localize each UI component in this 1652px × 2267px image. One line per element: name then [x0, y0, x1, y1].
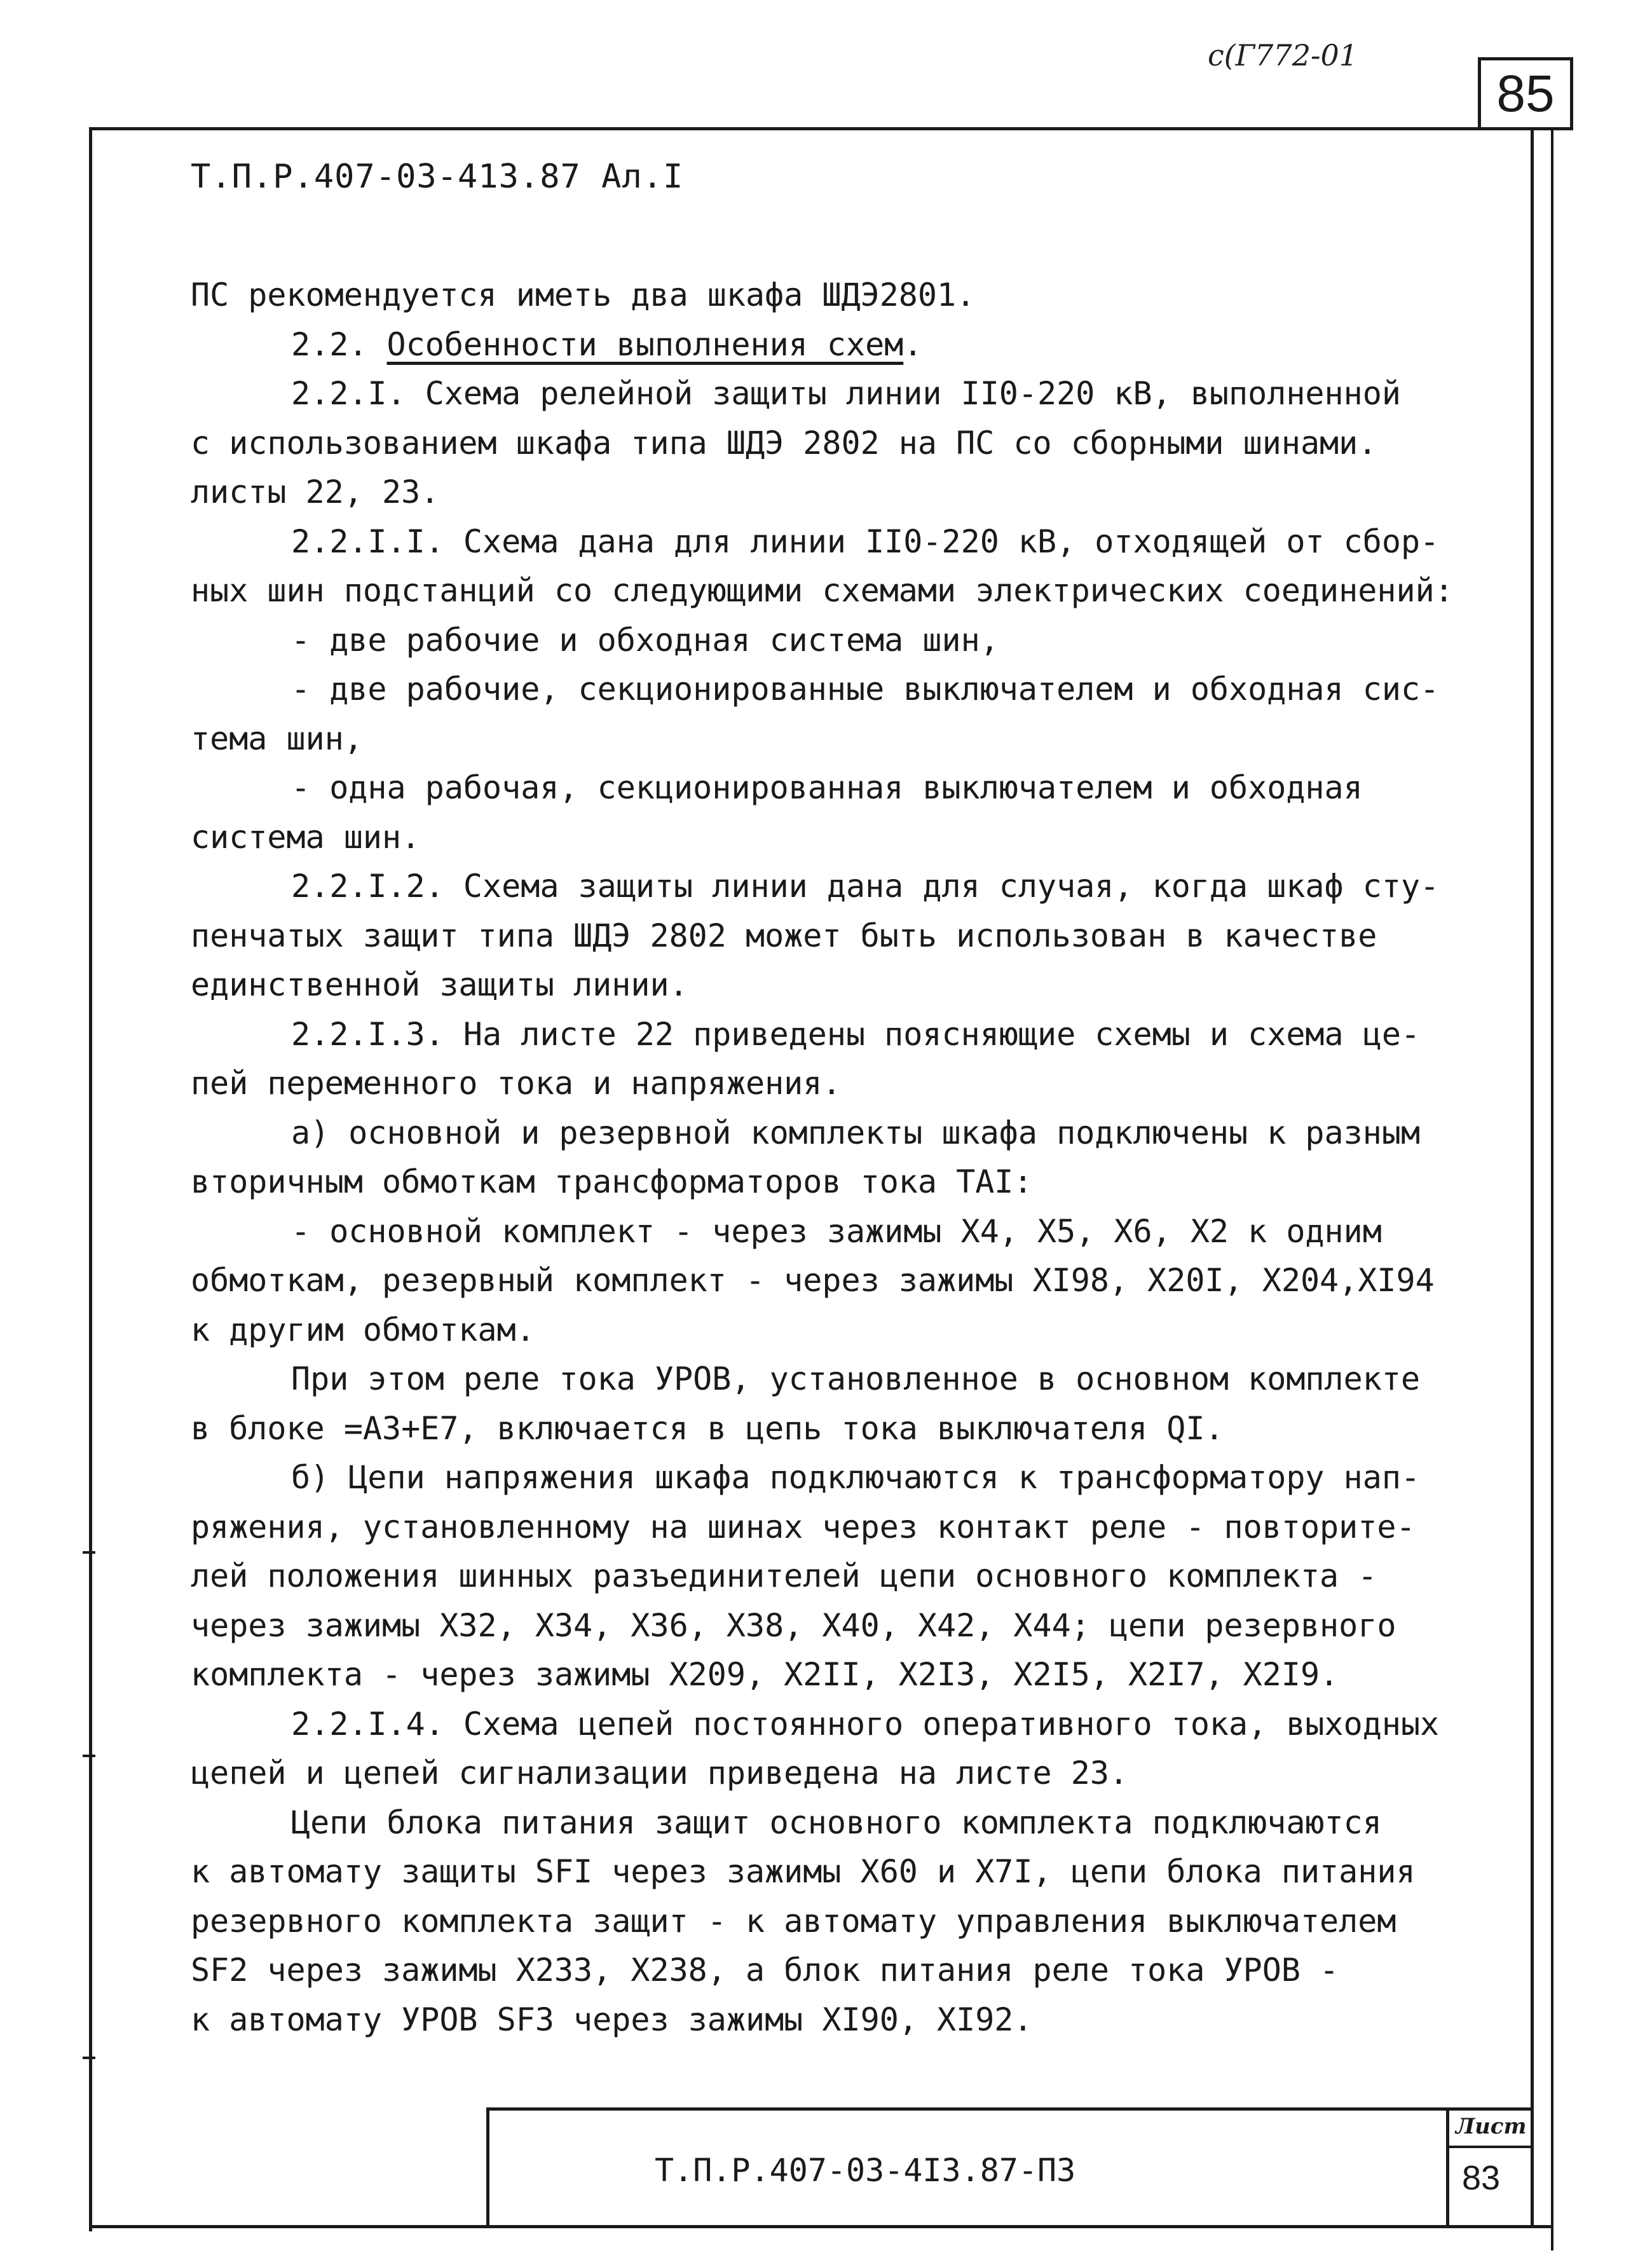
paragraph-line: через зажимы Х32, Х34, Х36, Х38, Х40, Х42, Х44; цепи резервного: [191, 1606, 1396, 1644]
margin-tick: [83, 1551, 95, 1554]
paragraph-line: единственной защиты линии.: [191, 966, 688, 1003]
document-code-header: Т.П.Р.407-03-413.87 Ал.I: [191, 158, 684, 196]
paragraph-line: с использованием шкафа типа ШДЭ 2802 на ПС со сборными шинами.: [191, 424, 1377, 462]
paragraph-line: а) основной и резервной комплекты шкафа подключены к разным: [291, 1114, 1421, 1151]
paragraph-line: пенчатых защит типа ШДЭ 2802 может быть использован в качестве: [191, 917, 1377, 954]
paragraph-line: листы 22, 23.: [191, 474, 440, 510]
paragraph-line: - две рабочие и обходная система шин,: [291, 621, 999, 659]
paragraph-line: ПС рекомендуется иметь два шкафа ШДЭ2801.: [191, 277, 976, 313]
page-number-box: [1478, 57, 1573, 130]
frame-right-line: [1531, 127, 1534, 2225]
paragraph-line: 2.2.I.2. Схема защиты линии дана для случая, когда шкаф сту-: [291, 868, 1440, 905]
paragraph-line: - основной комплект - через зажимы Х4, Х5, Х6, Х2 к одним: [291, 1212, 1382, 1250]
paragraph-line: система шин.: [191, 818, 421, 856]
paragraph-line: 2.2.I. Схема релейной защиты линии II0-220 кВ, выполненной: [291, 375, 1401, 412]
frame-top-line: [89, 127, 1570, 130]
paragraph-line: 2.2.I.3. На листе 22 приведены поясняющие схемы и схема це-: [291, 1015, 1421, 1053]
paragraph-line: SF2 через зажимы Х233, Х238, а блок питания реле тока УРОВ -: [191, 1952, 1339, 1989]
title-block-document-code: Т.П.Р.407-03-4I3.87-ПЗ: [655, 2152, 1076, 2189]
title-block-divider: [1446, 2107, 1449, 2228]
paragraph-line: лей положения шинных разъединителей цепи основного комплекта -: [191, 1558, 1377, 1594]
section-heading: 2.2. Особенности выполнения схем.: [291, 325, 923, 363]
paragraph-line: При этом реле тока УРОВ, установленное в основном комплекте: [291, 1360, 1421, 1397]
paragraph-line: ряжения, установленному на шинах через контакт реле - повторите-: [191, 1508, 1416, 1545]
margin-tick: [83, 2057, 95, 2059]
paragraph-line: резервного комплекта защит - к автомату управления выключателем: [191, 1902, 1396, 1940]
paragraph-line: ных шин подстанций со следующими схемами электрических соединений:: [191, 572, 1454, 609]
section-heading-title: Особенности выполнения схем: [386, 325, 904, 363]
body-text: [191, 271, 1513, 2044]
paragraph-line: комплекта - через зажимы Х209, Х2II, Х2I3, Х2I5, Х2I7, Х2I9.: [191, 1656, 1339, 1693]
paragraph-line: к другим обмоткам.: [191, 1311, 535, 1348]
paragraph-line: - две рабочие, секционированные выключателем и обходная сис-: [291, 671, 1440, 708]
frame-left-line: [89, 127, 92, 2231]
paragraph-line: - одна рабочая, секционированная выключателем и обходная: [291, 769, 1363, 806]
paragraph-line: 2.2.I.4. Схема цепей постоянного оперативного тока, выходных: [291, 1705, 1440, 1743]
sheet-number: 83: [1462, 2159, 1501, 2197]
frame-right-outer-line: [1551, 127, 1553, 2250]
handwritten-reference: с(Г772-01: [1208, 38, 1358, 72]
paragraph-line: к автомату УРОВ SF3 через зажимы XI90, XI92.: [191, 2001, 1033, 2038]
paragraph-line: 2.2.I.I. Схема дана для линии II0-220 кВ, отходящей от сбор-: [291, 523, 1440, 560]
paragraph-line: б) Цепи напряжения шкафа подключаются к трансформатору нап-: [291, 1459, 1421, 1496]
paragraph-line: вторичным обмоткам трансформаторов тока ТАI:: [191, 1163, 1033, 1200]
sheet-label-divider: [1446, 2146, 1534, 2148]
paragraph-line: к автомату защиты SFI через зажимы Х60 и Х7I, цепи блока питания: [191, 1853, 1416, 1890]
paragraph-line: тема шин,: [191, 720, 363, 757]
paragraph-line: обмоткам, резервный комплект - через зажимы XI98, X20I, X204,XI94: [191, 1262, 1435, 1299]
page-number: 85: [1496, 64, 1555, 123]
paragraph-line: пей переменного тока и напряжения.: [191, 1065, 842, 1102]
paragraph-line: цепей и цепей сигнализации приведена на листе 23.: [191, 1755, 1129, 1791]
paragraph-line: в блоке =А3+Е7, включается в цепь тока выключателя QI.: [191, 1409, 1224, 1447]
paragraph-line: Цепи блока питания защит основного комплекта подключаются: [291, 1804, 1382, 1841]
margin-tick: [83, 1755, 95, 1757]
sheet-label: Лист: [1456, 2114, 1527, 2139]
